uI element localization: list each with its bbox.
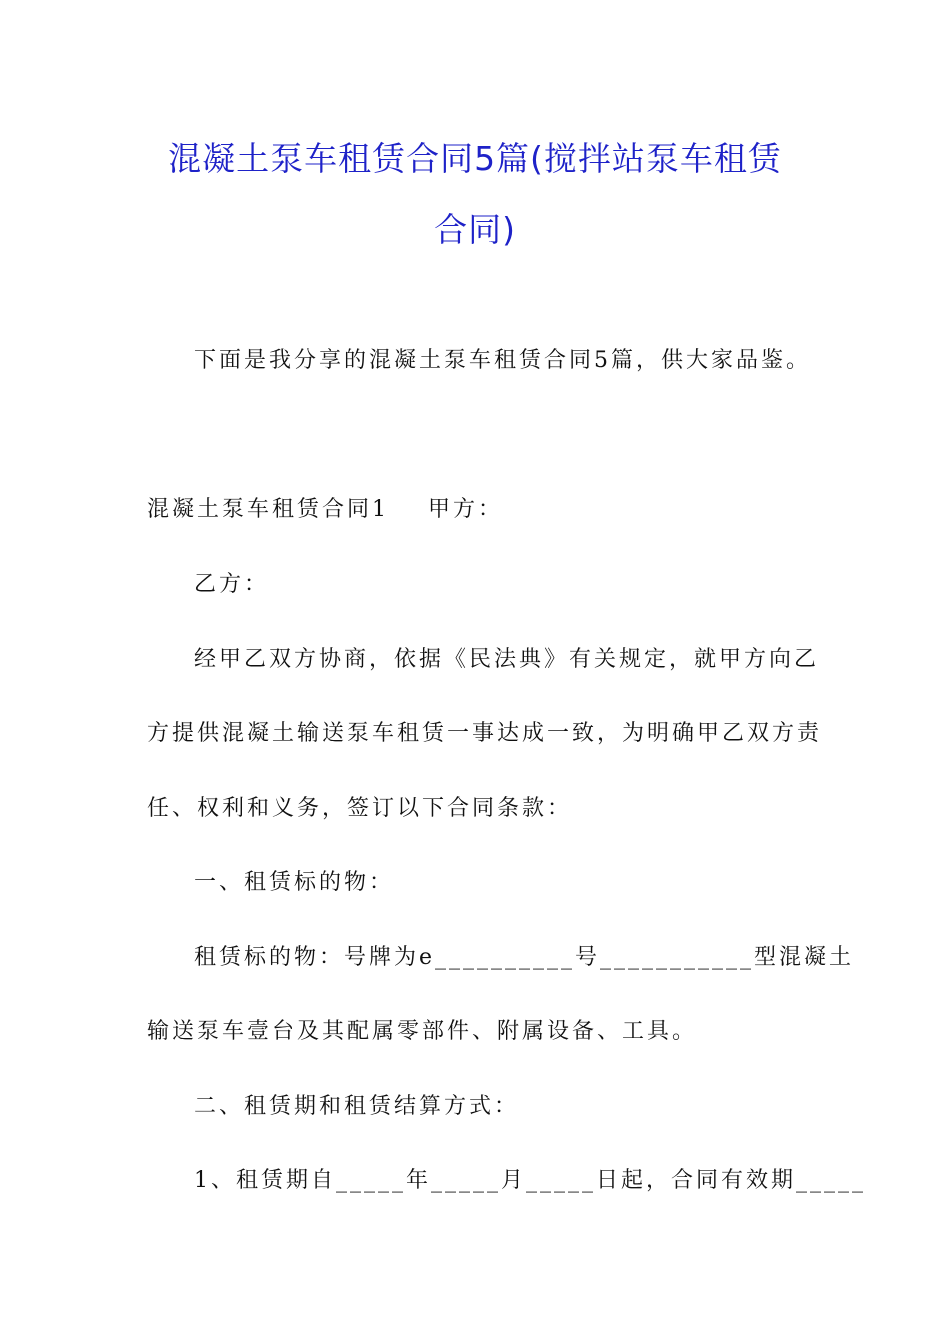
paragraph-line: 方提供混凝土输送泵车租赁一事达成一致，为明确甲乙双方责 xyxy=(147,721,823,746)
clause-heading: 一、租赁标的物： xyxy=(194,870,395,895)
document-title-line-2: 合同) xyxy=(434,210,516,249)
clause-text-line: 输送泵车壹台及其配属零部件、附属设备、工具。 xyxy=(147,1019,698,1044)
clause-heading: 二、租赁期和租赁结算方式： xyxy=(194,1094,520,1119)
document-title-line-1: 混凝土泵车租赁合同5篇(搅拌站泵车租赁 xyxy=(168,139,782,178)
party-a-label: 甲方： xyxy=(428,497,504,522)
paragraph-line: 经甲乙双方协商，依据《民法典》有关规定，就甲方向乙 xyxy=(194,647,820,672)
paragraph-line: 任、权利和义务，签订以下合同条款： xyxy=(147,796,573,821)
clause-text-line: 租赁标的物：号牌为e__________号___________型混凝土 xyxy=(194,945,855,970)
section-heading: 混凝土泵车租赁合同1 xyxy=(147,497,389,522)
party-b-label: 乙方： xyxy=(194,572,270,597)
clause-item: 1、租赁期自_____年_____月_____日起，合同有效期_____ xyxy=(194,1168,866,1193)
intro-paragraph: 下面是我分享的混凝土泵车租赁合同5篇，供大家品鉴。 xyxy=(194,348,811,373)
